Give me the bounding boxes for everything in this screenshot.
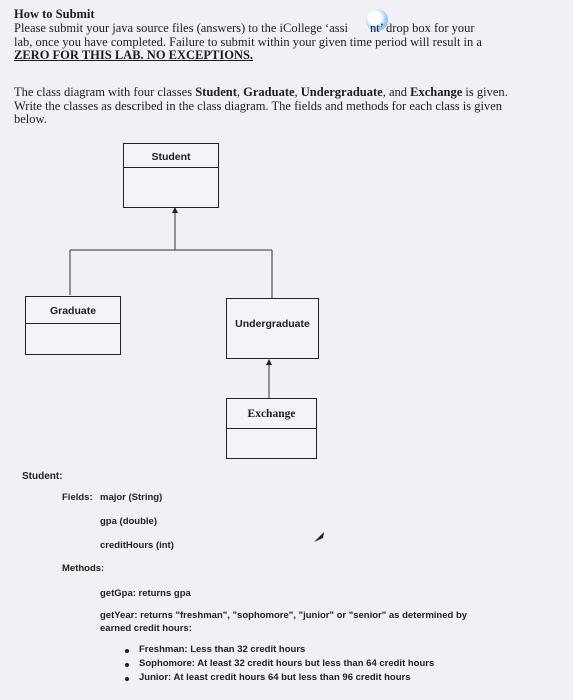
bullet-dot xyxy=(125,649,129,653)
class-name-graduate: Graduate xyxy=(49,305,97,317)
method-get-gpa: getGpa: returns gpa xyxy=(100,588,191,599)
mouse-cursor-icon xyxy=(312,530,326,544)
class-box-exchange xyxy=(226,398,317,459)
submit-line-1-start: Please submit your java source files (answers) to the iCollege ‘assi xyxy=(14,21,348,35)
bullet-junior: Junior: At least credit hours 64 but less than 96 credit hours xyxy=(139,672,411,683)
class-name-exchange: Exchange xyxy=(247,408,296,420)
field-credit-hours: creditHours (int) xyxy=(100,540,174,551)
bullet-freshman: Freshman: Less than 32 credit hours xyxy=(139,644,306,655)
class-name-undergraduate: Undergraduate xyxy=(235,318,310,330)
method-get-year-continued: earned credit hours: xyxy=(100,623,192,634)
bullet-dot xyxy=(125,677,129,681)
intro-text-2: is given. Write the classes as described in the class diagram. The fields and methods for each class is given below. xyxy=(14,85,508,126)
submit-line-2: lab, once you have completed. Failure to submit within your given time period will result in a xyxy=(14,34,482,49)
submit-line-1-end: nt’ drop box for your xyxy=(369,21,475,35)
intro-exchange: Exchange xyxy=(410,85,463,99)
method-get-year: getYear: returns "freshman", "sophomore", "junior" or "senior" as determined by xyxy=(100,610,468,621)
intro-graduate: Graduate xyxy=(243,85,295,99)
intro-sep-2: , xyxy=(294,85,301,99)
intro-student: Student xyxy=(195,85,237,99)
intro-text-1: The class diagram with four classes xyxy=(14,85,196,99)
field-major: major (String) xyxy=(100,492,163,503)
class-divider xyxy=(124,167,218,168)
intro-paragraph xyxy=(14,86,524,127)
fields-label: Fields: xyxy=(62,492,93,503)
class-box-graduate xyxy=(25,296,121,355)
bullet-sophomore: Sophomore: At least 32 credit hours but less than 64 credit hours xyxy=(139,658,435,669)
submit-instructions xyxy=(14,22,514,63)
class-divider xyxy=(227,428,316,429)
field-gpa: gpa (double) xyxy=(100,516,157,527)
intro-sep-1: , xyxy=(236,85,244,99)
methods-label: Methods: xyxy=(62,563,105,574)
class-box-undergraduate xyxy=(226,298,319,359)
class-divider xyxy=(26,323,120,324)
student-heading: Student: xyxy=(22,471,63,482)
intro-sep-3: , and xyxy=(382,85,411,99)
class-box-student xyxy=(123,143,219,208)
bullet-dot xyxy=(125,663,129,667)
submit-line-1 xyxy=(14,22,514,36)
submit-title: How to Submit xyxy=(14,7,95,21)
class-name-student: Student xyxy=(151,151,191,163)
zero-warning: ZERO FOR THIS LAB. NO EXCEPTIONS. xyxy=(14,48,254,62)
intro-undergraduate: Undergraduate xyxy=(300,85,383,99)
